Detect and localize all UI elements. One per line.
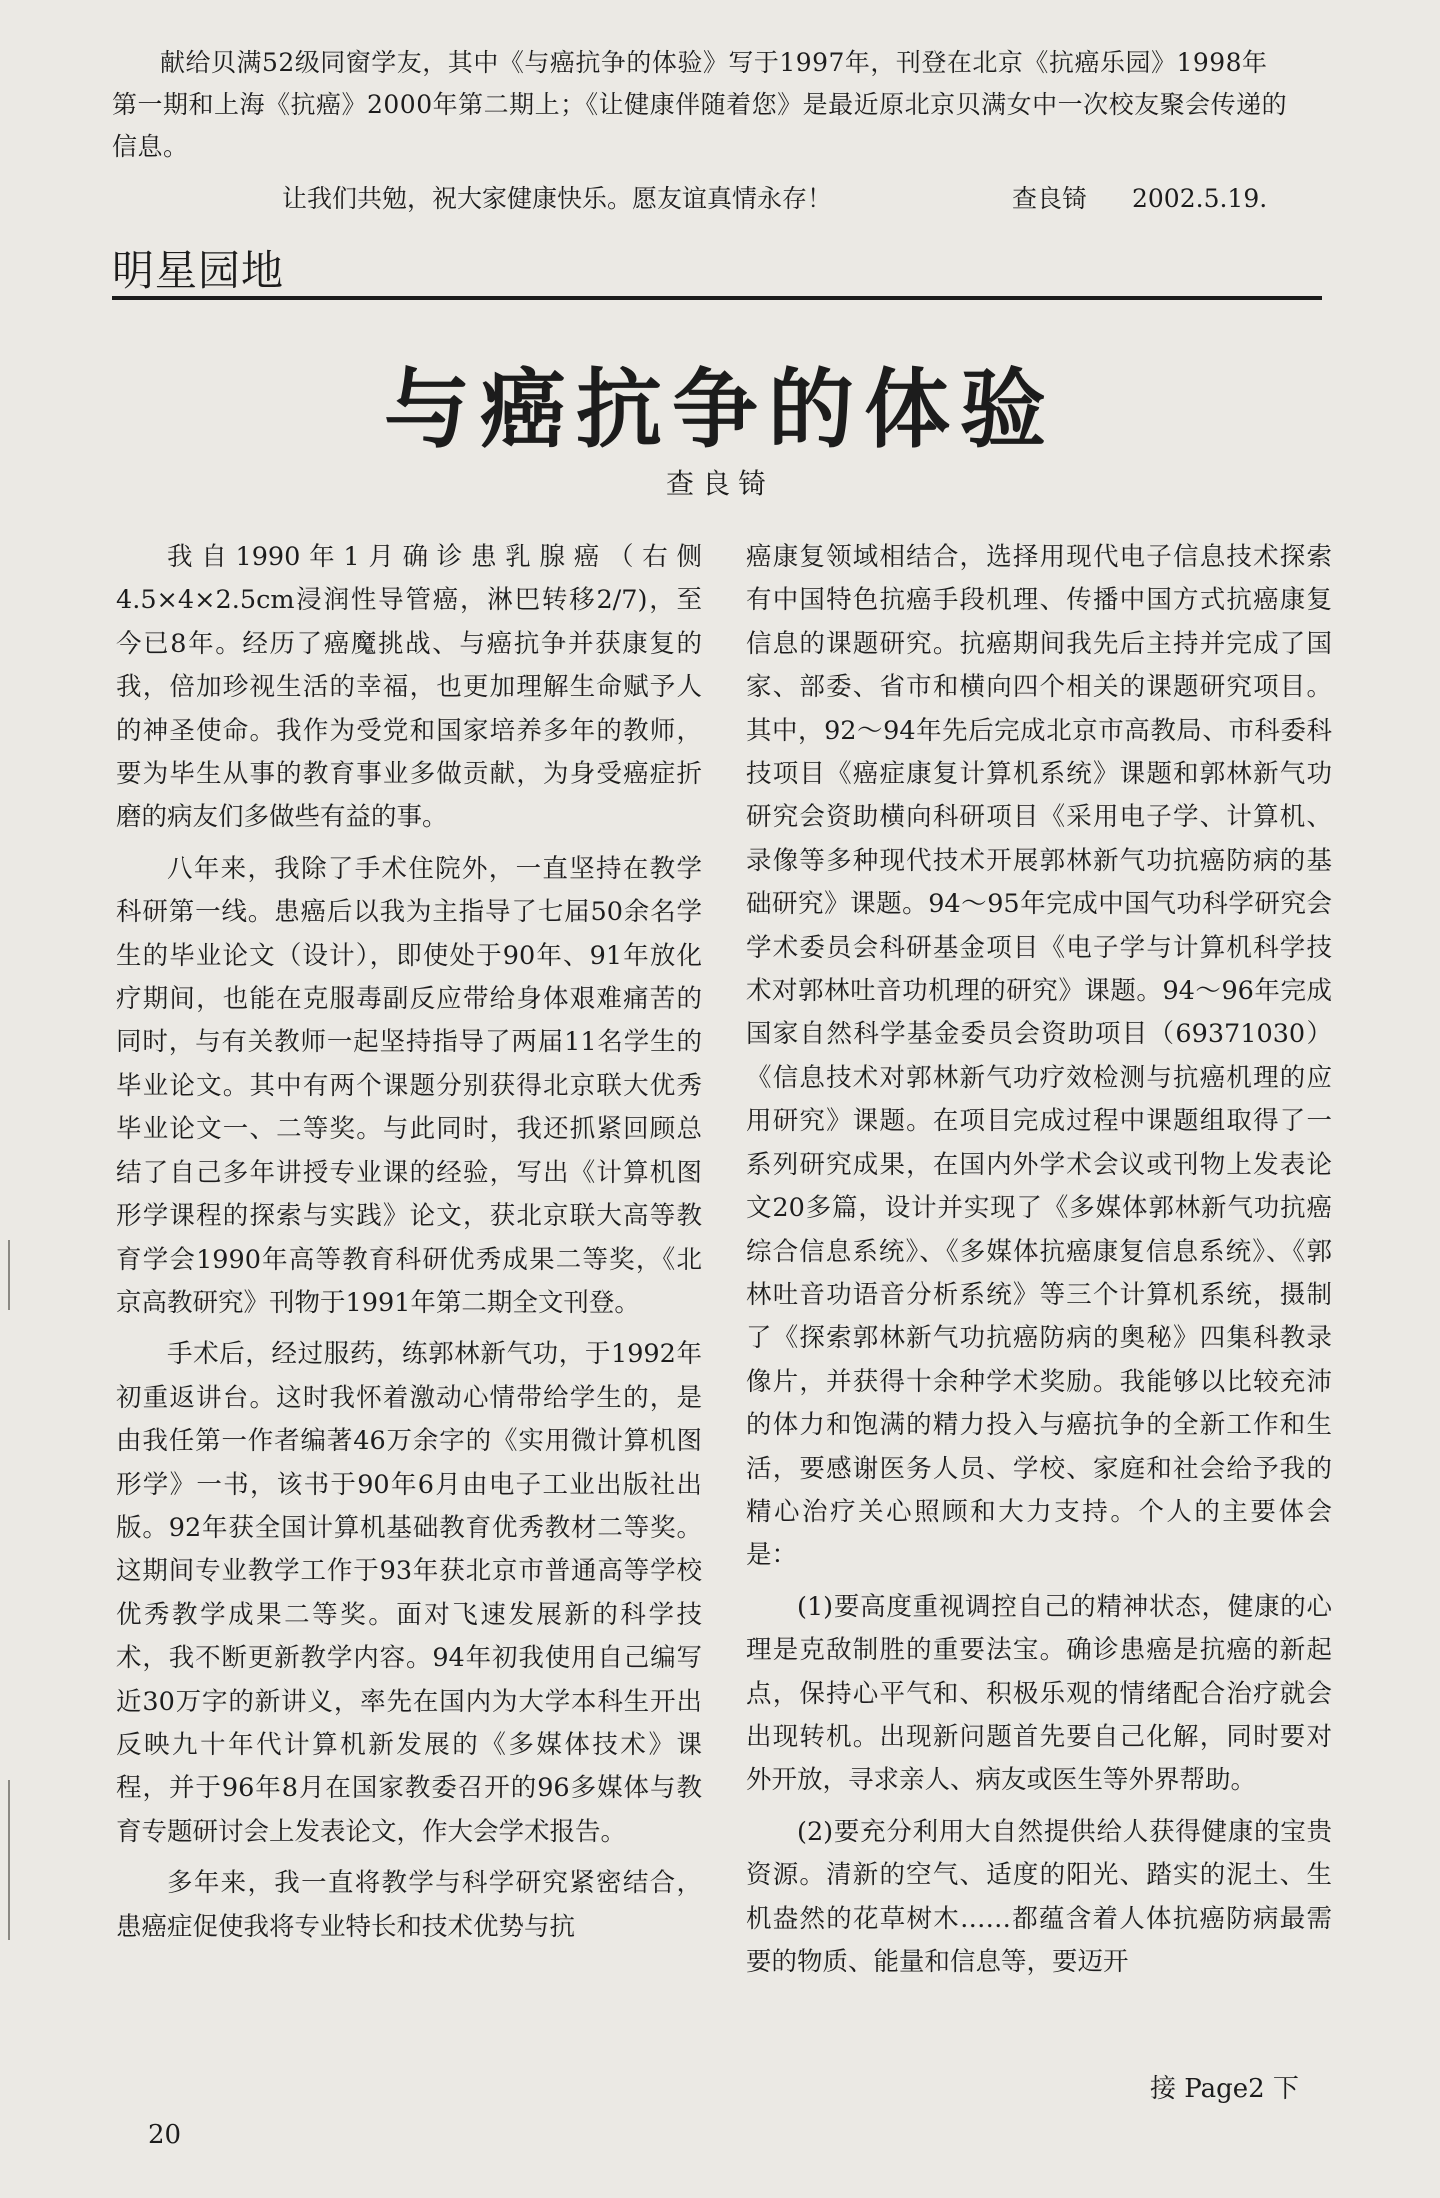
page-number: 20 bbox=[148, 2120, 182, 2150]
paragraph: 多年来，我一直将教学与科学研究紧密结合，患癌症促使我将专业特长和技术优势与抗 bbox=[116, 1868, 702, 1942]
article-column-left bbox=[116, 536, 702, 1957]
article-byline: 查良锜 bbox=[665, 467, 774, 500]
paragraph: (2)要充分利用大自然提供给人获得健康的宝贵资源。清新的空气、适度的阳光、踏实的泥土、生机盎然的花草树木……都蕴含着人体抗癌防病最需要的物质、能量和信息等，要迈开 bbox=[746, 1816, 1332, 1977]
section-divider bbox=[112, 296, 1322, 300]
continued-note: 接 Page2 下 bbox=[1150, 2074, 1299, 2104]
dedication-text: 献给贝满52级同窗学友，其中《与癌抗争的体验》写于1997年，刊登在北京《抗癌乐园》1998年第一期和上海《抗癌》2000年第二期上；《让健康伴随着您》是最近原北京贝满女中一次校友聚会传递的信息。 bbox=[112, 48, 1288, 161]
article-title: 与癌抗争的体验 bbox=[384, 360, 1056, 460]
scan-edge-mark bbox=[8, 1780, 10, 1940]
paragraph: 手术后，经过服药，练郭林新气功，于1992年初重返讲台。这时我怀着激动心情带给学生的，是由我任第一作者编著46万余字的《实用微计算机图形学》一书，该书于90年6月由电子工业出版社出版。92年获全国计算机基础教育优秀教材二等奖。这期间专业教学工作于93年获北京市普通高等学校优秀教学成果二等奖。面对飞速发展新的科学技术，我不断更新教学内容。94年初我使用自己编写近30万字的新讲义，率先在国内为大学本科生开出反映九十年代计算机新发展的《多媒体技术》课程，并于96年8月在国家教委召开的96多媒体与教育专题研讨会上发表论文，作大会学术报告。 bbox=[116, 1339, 702, 1847]
paragraph: 我自1990年1月确诊患乳腺癌（右侧4.5×4×2.5cm浸润性导管癌，淋巴转移2/7)，至今已8年。经历了癌魔挑战、与癌抗争并获康复的我，倍加珍视生活的幸福，也更加理解生命赋予人的神圣使命。我作为受党和国家培养多年的教师，要为毕生从事的教育事业多做贡献，为身受癌症折磨的病友们多做些有益的事。 bbox=[116, 542, 702, 833]
paragraph: (1)要高度重视调控自己的精神状态，健康的心理是克敌制胜的重要法宝。确诊患癌是抗癌的新起点，保持心平气和、积极乐观的情绪配合治疗就会出现转机。出现新问题首先要自己化解，同时要对外开放，寻求亲人、病友或医生等外界帮助。 bbox=[746, 1591, 1332, 1796]
dedication-note bbox=[112, 42, 1292, 168]
signoff-author: 查良锜 bbox=[1012, 184, 1088, 213]
signoff-date: 2002.5.19. bbox=[1132, 184, 1268, 213]
section-title: 明星园地 bbox=[112, 246, 285, 295]
article-column-right bbox=[746, 536, 1332, 1992]
paragraph: 八年来，我除了手术住院外，一直坚持在教学科研第一线。患癌后以我为主指导了七届50余名学生的毕业论文（设计），即使处于90年、91年放化疗期间，也能在克服毒副反应带给身体艰难痛苦的同时，与有关教师一起坚持指导了两届11名学生的毕业论文。其中有两个课题分别获得北京联大优秀毕业论文一、二等奖。与此同时，我还抓紧回顾总结了自己多年讲授专业课的经验，写出《计算机图形学课程的探索与实践》论文，获北京联大高等教育学会1990年高等教育科研优秀成果二等奖，《北京高教研究》刊物于1991年第二期全文刊登。 bbox=[116, 853, 702, 1318]
paragraph: 癌康复领域相结合，选择用现代电子信息技术探索有中国特色抗癌手段机理、传播中国方式抗癌康复信息的课题研究。抗癌期间我先后主持并完成了国家、部委、省市和横向四个相关的课题研究项目。其中，92～94年先后完成北京市高教局、市科委科技项目《癌症康复计算机系统》课题和郭林新气功研究会资助横向科研项目《采用电子学、计算机、录像等多种现代技术开展郭林新气功抗癌防病的基础研究》课题。94～95年完成中国气功科学研究会学术委员会科研基金项目《电子学与计算机科学技术对郭林吐音功机理的研究》课题。94～96年完成国家自然科学基金委员会资助项目（69371030）《信息技术对郭林新气功疗效检测与抗癌机理的应用研究》课题。在项目完成过程中课题组取得了一系列研究成果，在国内外学术会议或刊物上发表论文20多篇，设计并实现了《多媒体郭林新气功抗癌综合信息系统》、《多媒体抗癌康复信息系统》、《郭林吐音功语音分析系统》等三个计算机系统，摄制了《探索郭林新气功抗癌防病的奥秘》四集科教录像片，并获得十余种学术奖励。我能够以比较充沛的体力和饱满的精力投入与癌抗争的全新工作和生活，要感谢医务人员、学校、家庭和社会给予我的精心治疗关心照顾和大力支持。个人的主要体会是： bbox=[746, 542, 1332, 1571]
signoff-message: 让我们共勉，祝大家健康快乐。愿友谊真情永存！ bbox=[282, 184, 833, 213]
scan-edge-mark bbox=[8, 1240, 10, 1310]
